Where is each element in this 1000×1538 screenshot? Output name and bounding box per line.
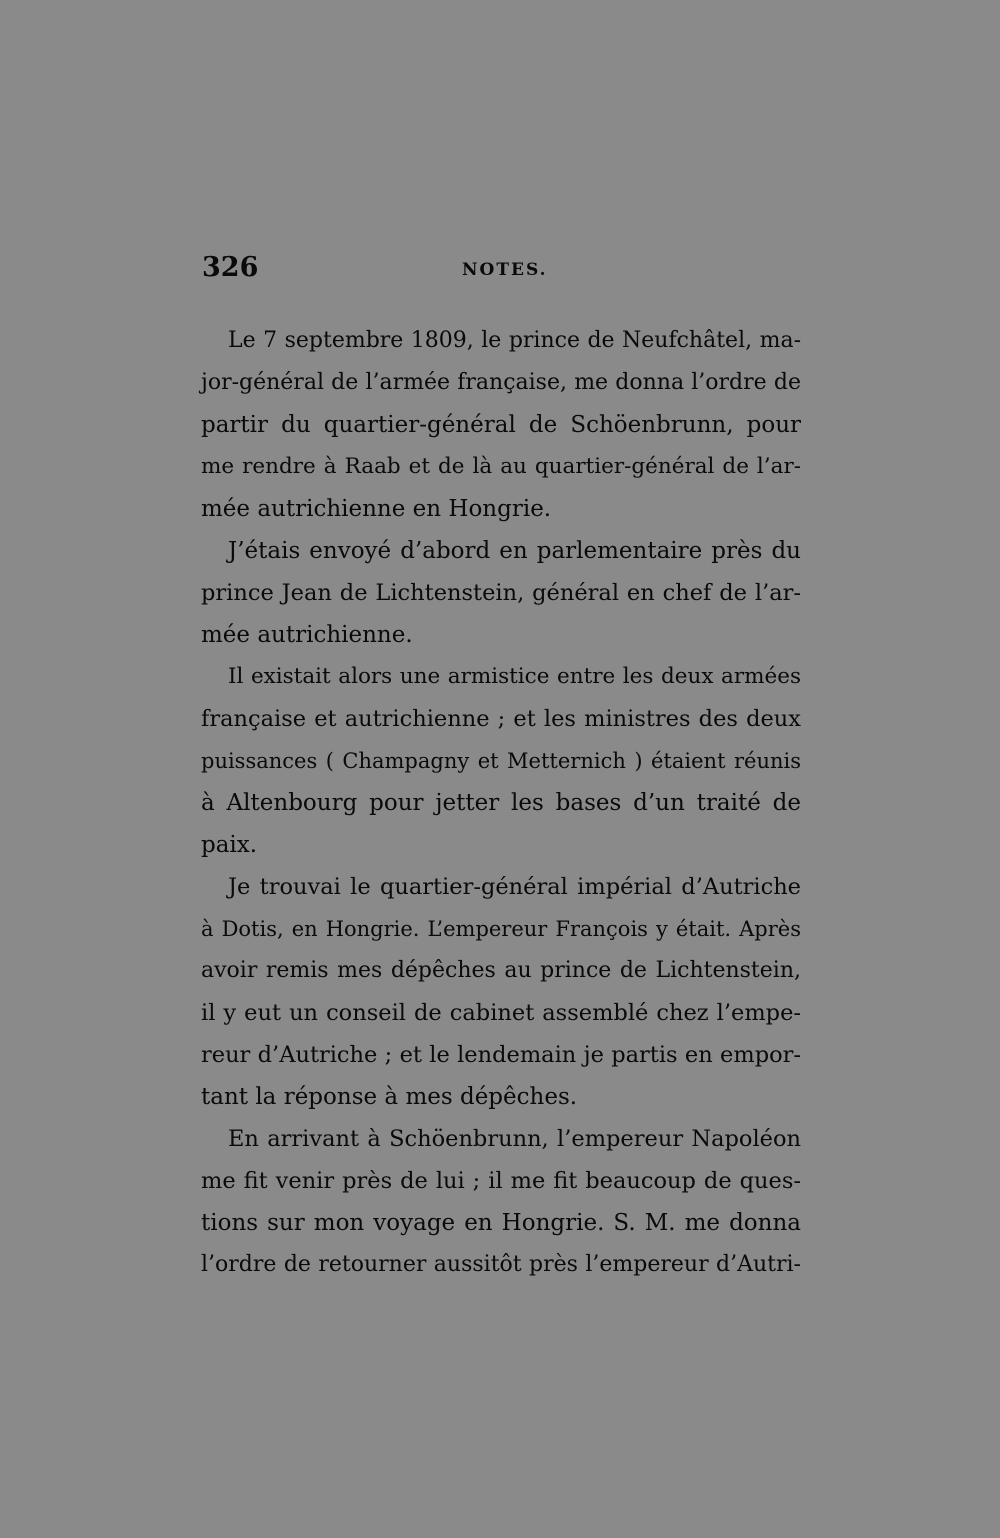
text-line: mée autrichienne. [201,622,413,648]
text-line: partir du quartier-général de Schöenbrunn, pour [201,412,801,438]
text-line: Le 7 septembre 1809, le prince de Neufchâtel, ma- [228,328,801,353]
text-line: puissances ( Champagny et Metternich ) étaient réunis [201,749,801,773]
text-line: l’ordre de retourner aussitôt près l’empereur d’Autri- [201,1252,801,1277]
body-text [201,320,801,1286]
text-line: me rendre à Raab et de là au quartier-général de l’ar- [201,454,801,479]
text-line: Il existait alors une armistice entre les deux armées [228,664,801,689]
text-line: En arrivant à Schöenbrunn, l’empereur Napoléon [228,1126,801,1152]
text-line: tions sur mon voyage en Hongrie. S. M. me donna [201,1210,801,1236]
page-header [202,252,802,292]
text-line: il y eut un conseil de cabinet assemblé chez l’empe- [201,1000,801,1026]
running-head: NOTES. [462,260,548,280]
page-number: 326 [202,252,259,283]
text-line: à Dotis, en Hongrie. L’empereur François y était. Après [201,917,801,941]
text-line: tant la réponse à mes dépêches. [201,1084,578,1110]
text-line: à Altenbourg pour jetter les bases d’un traité de [201,790,801,816]
text-line: française et autrichienne ; et les ministres des deux [201,706,801,732]
text-line: avoir remis mes dépêches au prince de Lichtenstein, [201,958,801,983]
text-line: prince Jean de Lichtenstein, général en chef de l’ar- [201,580,801,606]
text-line: paix. [201,832,258,858]
text-line: reur d’Autriche ; et le lendemain je partis en empor- [201,1042,801,1068]
text-line: jor-général de l’armée française, me donna l’ordre de [201,370,801,395]
text-line: me fit venir près de lui ; il me fit beaucoup de ques- [201,1168,801,1194]
text-line: mée autrichienne en Hongrie. [201,496,552,522]
text-line: J’étais envoyé d’abord en parlementaire près du [228,538,801,564]
text-line: Je trouvai le quartier-général impérial d’Autriche [228,874,801,900]
